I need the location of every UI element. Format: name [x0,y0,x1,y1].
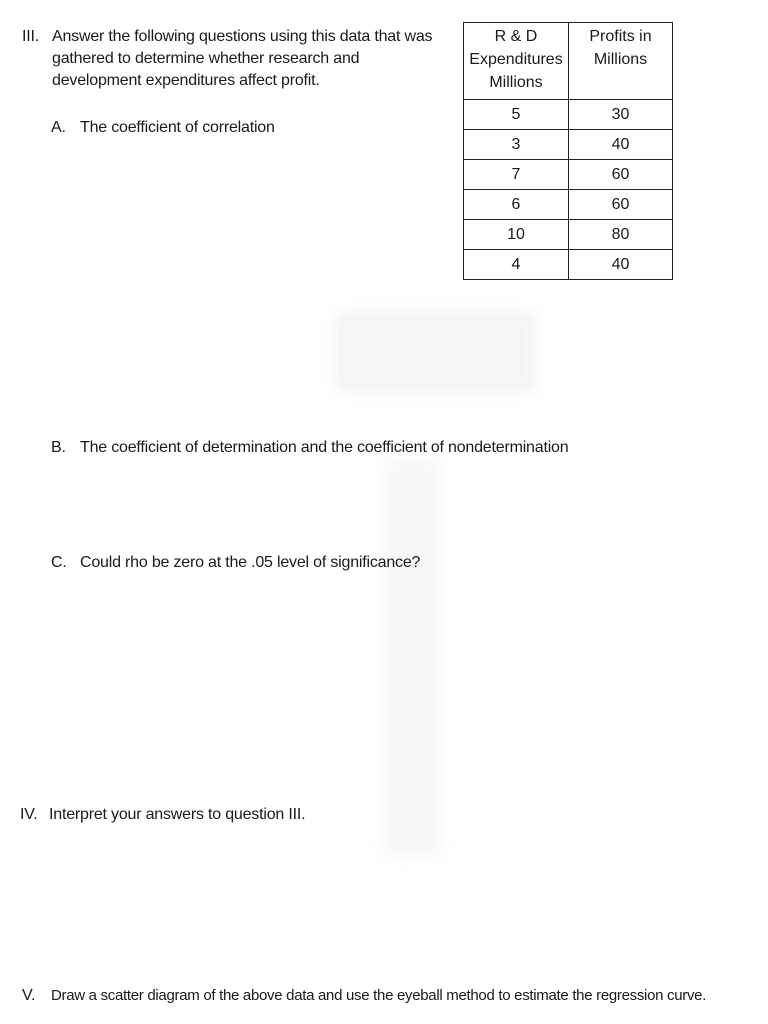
table-header-profits [569,23,673,100]
table-cell: 60 [569,190,673,220]
table-cell: 40 [569,250,673,280]
table-cell: 30 [569,100,673,130]
header-text: R & D Expenditures Millions [469,28,563,91]
question-text: Answer the following questions using this data that was gathered to determine whether research and development expenditures affect profit. [52,28,433,89]
table-cell: 5 [464,100,569,130]
table-header-rd-expenditures [464,23,569,100]
table-cell: 3 [464,130,569,160]
table-cell: 7 [464,160,569,190]
question-label: C. [51,554,67,571]
table-cell: 80 [569,220,673,250]
data-table [463,22,673,280]
table-cell: 10 [464,220,569,250]
table-row [464,160,673,190]
table-cell: 60 [569,160,673,190]
scan-smudge [335,312,535,392]
table-row [464,190,673,220]
question-text: Draw a scatter diagram of the above data and use the eyeball method to estimate the regression curve. [51,987,707,1004]
question-text: The coefficient of correlation [80,119,275,136]
table-row [464,250,673,280]
header-text: Profits in Millions [589,28,652,68]
table-cell: 4 [464,250,569,280]
question-number: IV. [20,806,38,823]
scan-smudge [385,460,440,855]
table-row [464,100,673,130]
question-text: Interpret your answers to question III. [49,806,306,823]
question-label: B. [51,439,66,456]
table-cell: 40 [569,130,673,160]
question-label: A. [51,119,66,136]
question-text: Could rho be zero at the .05 level of significance? [80,554,421,571]
table-header-row [464,23,673,100]
question-number: V. [22,987,36,1004]
table-cell: 6 [464,190,569,220]
table-row [464,130,673,160]
question-number: III. [22,28,39,45]
question-text: The coefficient of determination and the coefficient of nondetermination [80,439,569,456]
table-row [464,220,673,250]
